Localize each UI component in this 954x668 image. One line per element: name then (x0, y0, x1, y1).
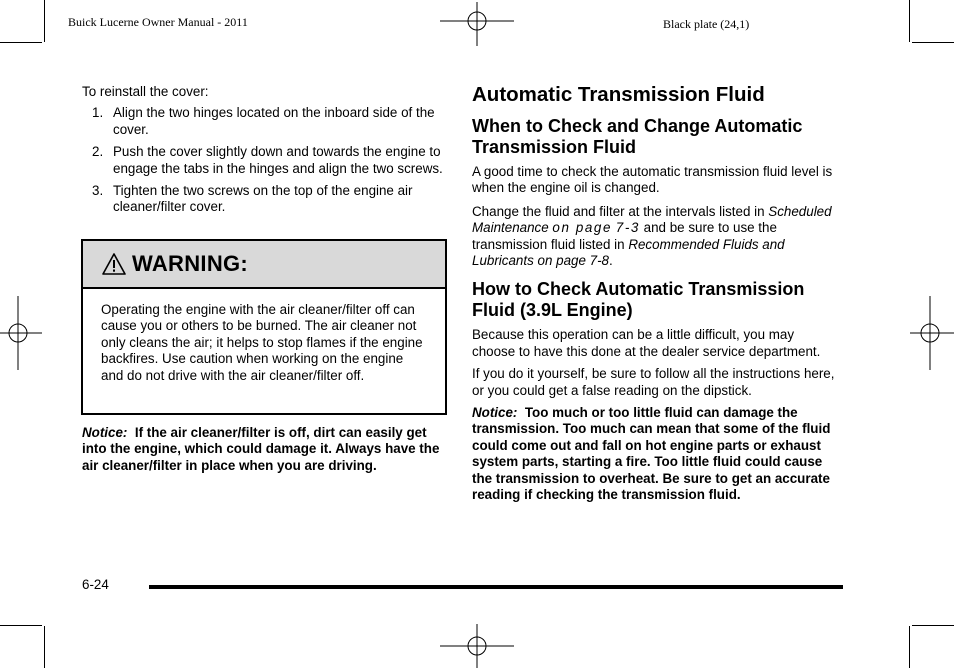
how-paragraph-1: Because this operation can be a little difficult, you may choose to have this done at the dealer service department. (472, 327, 821, 359)
right-column-content (472, 116, 838, 504)
registration-mark-right-icon (910, 296, 954, 370)
notice-paragraph (82, 425, 446, 474)
how-paragraph-2: If you do it yourself, be sure to follow all the instructions here, or you could get a false reading on the dipstick. (472, 366, 835, 398)
step-number: 3. (92, 183, 104, 199)
step-number: 1. (92, 105, 104, 121)
warning-text: Operating the engine with the air cleaner/filter off can cause you or others to be burned. The air cleaner not only cleans the air; it helps to stop flames if the engine backfires. Use caution when working on the engine and do not drive with the air cleaner/filter off. (101, 302, 423, 383)
when-paragraph-1: A good time to check the automatic transmission fluid level is when the engine oil is changed. (472, 164, 833, 196)
subsection-title-when: When to Check and Change Automatic Transmission Fluid (472, 116, 803, 157)
plate-label: Black plate (24,1) (663, 17, 750, 31)
text-run: and be sure to use the transmission fluid listed in (472, 220, 777, 252)
page-ref-7-8[interactable]: on page 7-8 (537, 253, 610, 269)
notice-text: If the air cleaner/filter is off, dirt can easily get into the engine, which could damage it. Always have the air cleaner/filter in place when you are driving. (82, 425, 440, 473)
reinstall-instructions (82, 84, 446, 222)
step-text: Push the cover slightly down and towards the engine to engage the tabs in the hinges and align the two screws. (113, 144, 443, 176)
registration-mark-bottom-icon (440, 624, 514, 668)
text-run: Change the fluid and filter at the intervals listed in (472, 203, 765, 219)
footer-rule (149, 585, 843, 589)
step-text: Align the two hinges located on the inboard side of the cover. (113, 105, 435, 137)
notice-label: Notice: (82, 425, 128, 440)
notice-text: Too much or too little fluid can damage the transmission. Too much can mean that some of the fluid could come out and fall on hot engine parts or exhaust system parts, starting a fire. Too little fluid could cause the transmission to overheat. Be sure to get an accurate reading if checking the transmission fluid. (472, 405, 831, 503)
on-page-text: on page (552, 220, 613, 236)
step-2 (82, 144, 446, 177)
step-1 (82, 105, 446, 138)
notice-label: Notice: (472, 405, 518, 421)
warning-box (81, 239, 447, 415)
registration-mark-top-icon (440, 2, 514, 46)
warning-title: WARNING: (132, 251, 249, 276)
link-recommended-fluids[interactable]: Recommended Fluids and Lubricants (472, 236, 785, 269)
when-paragraph-2 (472, 204, 838, 270)
step-number: 2. (92, 144, 104, 160)
reinstall-steps (82, 105, 446, 215)
manual-title: Buick Lucerne Owner Manual - 2011 (68, 15, 248, 29)
link-scheduled-maintenance[interactable]: Scheduled Maintenance (472, 203, 832, 236)
page-number: 6-24 (82, 577, 109, 592)
warning-triangle-icon (102, 253, 126, 275)
reinstall-intro: To reinstall the cover: (82, 84, 209, 99)
page-ref-7-3[interactable]: 7-3 (615, 220, 640, 236)
section-title: Automatic Transmission Fluid (472, 83, 765, 106)
step-3 (82, 183, 446, 216)
warning-header (83, 241, 445, 289)
transmission-notice (472, 405, 838, 503)
text-run: . (609, 253, 613, 269)
step-text: Tighten the two screws on the top of the engine air cleaner/filter cover. (113, 183, 413, 215)
subsection-title-how: How to Check Automatic Transmission Fluid (3.9L Engine) (472, 279, 805, 321)
registration-mark-left-icon (0, 296, 42, 370)
